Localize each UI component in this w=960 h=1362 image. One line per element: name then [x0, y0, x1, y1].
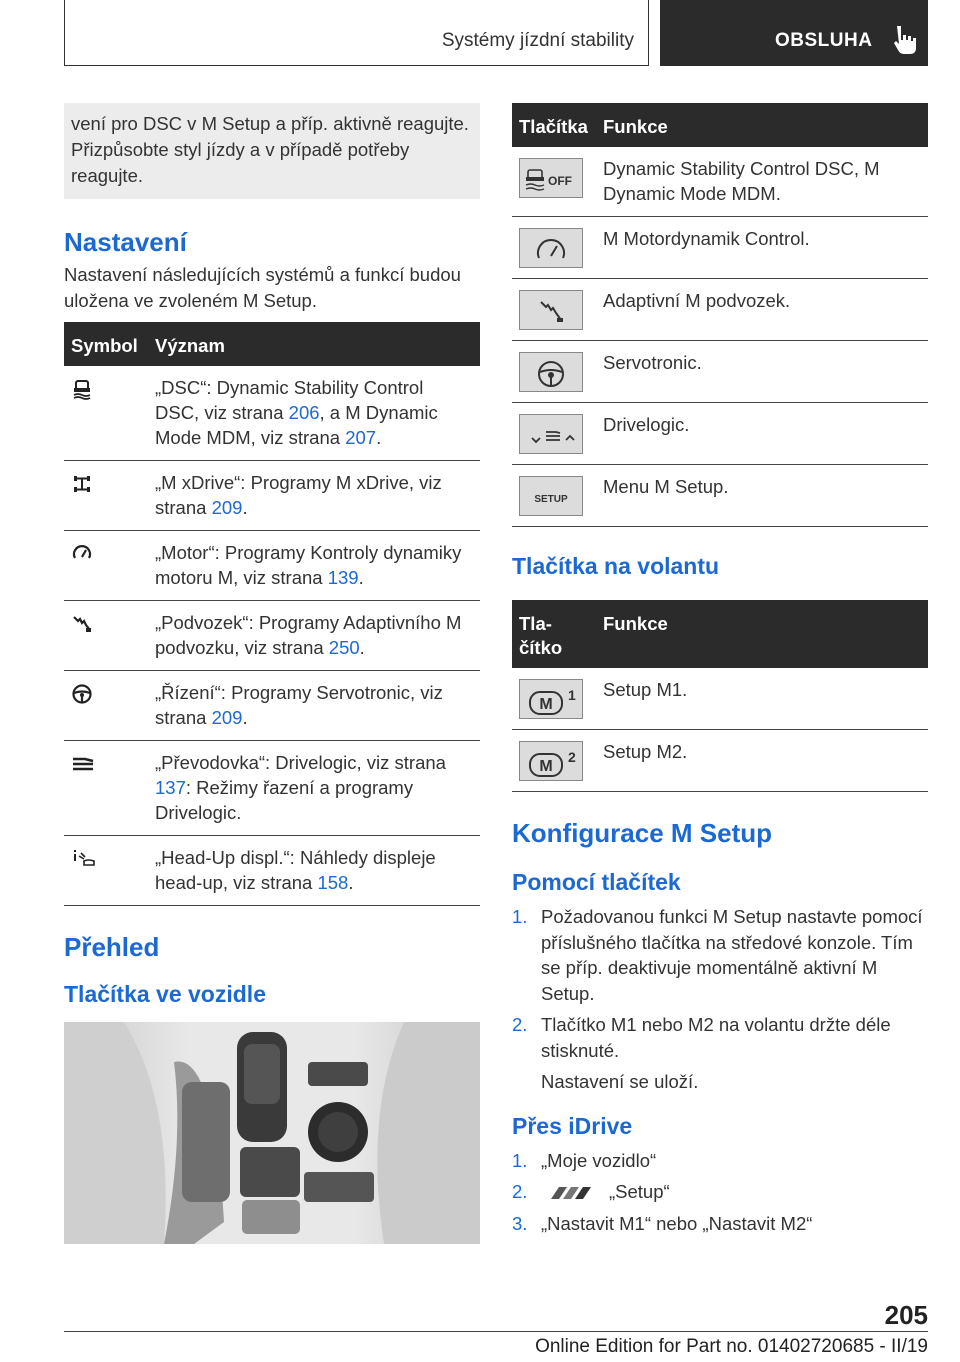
page-ref-link[interactable]: 209 [211, 707, 243, 728]
section-title: Systémy jízdní stability [441, 30, 634, 51]
button-function: Setup M2. [596, 730, 928, 792]
table-row: „Motor“: Programy Kontroly dynamiky motoru M, viz strana 139. [64, 531, 480, 601]
subheading-via-buttons: Pomocí tlačítek [512, 869, 681, 895]
table-row: „M xDrive“: Programy M xDrive, viz strana 209. [64, 461, 480, 531]
header-section-box [64, 0, 649, 66]
head-up-icon [71, 848, 97, 870]
page-ref-link[interactable]: 250 [328, 637, 360, 658]
page-ref-link[interactable]: 209 [211, 497, 243, 518]
page-number: 205 [884, 1300, 928, 1330]
warning-continuation-box [64, 103, 480, 199]
page-ref-link[interactable]: 207 [345, 427, 377, 448]
table-row [512, 147, 928, 217]
table-row [512, 668, 928, 730]
svg-text:OFF: OFF [548, 173, 572, 188]
steering-table-header [512, 600, 928, 668]
list-item: 1. Požadovanou funkci M Setup nastavte pomocí příslušného tlačítka na středové konzole. Tím se příp. deaktivuje momentálně aktivní M Setup. [512, 906, 923, 1004]
list-item: 2. Tlačítko M1 nebo M2 na volantu držte déle stisknuté. Nastavení se uloží. [512, 1014, 891, 1092]
servotronic-button-icon [519, 352, 583, 392]
center-console-photo [64, 1022, 480, 1244]
motor-dynamics-button-icon [519, 228, 583, 268]
svg-text:M: M [539, 695, 553, 713]
table-row [512, 465, 928, 527]
steering-icon [71, 683, 93, 705]
table-row [512, 730, 928, 792]
list-item: 2. „Setup“ [512, 1181, 670, 1202]
button-function: M Motordynamik Control. [596, 217, 928, 279]
page-ref-link[interactable]: 137 [155, 777, 186, 798]
m1-button-icon [519, 679, 583, 719]
page-ref-link[interactable]: 139 [327, 567, 359, 588]
section-heading-nastaveni: Nastavení [64, 227, 187, 257]
suspension-icon [71, 613, 93, 635]
subheading-via-idrive: Přes iDrive [512, 1112, 633, 1139]
steps-via-buttons [512, 904, 928, 1095]
footer-divider [64, 1331, 928, 1332]
col-function: Funkce [596, 600, 928, 668]
center-console-illustration [64, 1022, 480, 1244]
section-tag: OBSLUHA [775, 30, 873, 51]
symbol-table [64, 322, 480, 906]
table-row [512, 279, 928, 341]
buttons-table [512, 103, 928, 527]
intro-text: vení pro DSC v M Setup a příp. aktivně reagujte. Přizpůsobte styl jízdy a v případě potřeby reagujte. [71, 113, 469, 186]
button-function: Dynamic Stability Control DSC, M Dynamic Mode MDM. [596, 147, 928, 217]
subheading-steering-buttons: Tlačítka na volantu [512, 553, 720, 579]
symbol-table-header [64, 322, 480, 366]
right-column [512, 103, 928, 1242]
footer-edition: Online Edition for Part no. 01402720685 - II/19 [535, 1336, 928, 1357]
col-button: Tlačítka [512, 103, 596, 147]
steps-via-idrive [512, 1148, 928, 1237]
header-tag-box [660, 0, 928, 66]
m-stripes-icon [547, 1185, 601, 1201]
col-meaning: Význam [148, 322, 480, 366]
left-column [64, 103, 480, 1244]
buttons-table-header [512, 103, 928, 147]
table-row [512, 341, 928, 403]
col-symbol: Symbol [64, 322, 148, 366]
button-function: Servotronic. [596, 341, 928, 403]
setup-button-icon [519, 476, 583, 516]
button-function: Adaptivní M podvozek. [596, 279, 928, 341]
table-row: „Podvozek“: Programy Adaptivního M podvozku, viz strana 250. [64, 601, 480, 671]
svg-text:1: 1 [568, 686, 576, 703]
transmission-icon [71, 753, 95, 775]
subheading-buttons-vehicle: Tlačítka ve vozidle [64, 981, 266, 1007]
button-function: Drivelogic. [596, 403, 928, 465]
table-row: „Převodovka“: Drivelogic, viz strana 137: Režimy řazení a programy Drivelogic. [64, 741, 480, 836]
pointing-hand-icon [892, 24, 920, 56]
table-row: „Řízení“: Programy Servotronic, viz strana 209. [64, 671, 480, 741]
list-item: 3. „Nastavit M1“ nebo „Nastavit M2“ [512, 1212, 813, 1234]
button-function: Setup M1. [596, 668, 928, 730]
button-function: Menu M Setup. [596, 465, 928, 527]
adaptive-suspension-button-icon [519, 290, 583, 330]
motor-icon [71, 543, 93, 565]
drivelogic-button-icon [519, 414, 583, 454]
m2-button-icon [519, 741, 583, 781]
steering-buttons-table [512, 600, 928, 792]
table-row [512, 403, 928, 465]
col-button: Tlačítko [512, 600, 596, 668]
dsc-icon [71, 378, 93, 400]
col-function: Funkce [596, 103, 928, 147]
svg-text:SETUP: SETUP [534, 493, 568, 505]
svg-text:2: 2 [568, 748, 576, 765]
table-row: „DSC“: Dynamic Stability Control DSC, viz strana 206, a M Dynamic Mode MDM, viz strana 207. [64, 366, 480, 461]
table-row [512, 217, 928, 279]
page-ref-link[interactable]: 158 [317, 872, 349, 893]
section-heading-prehled: Přehled [64, 932, 160, 962]
page-ref-link[interactable]: 206 [288, 402, 320, 423]
xdrive-icon [71, 473, 93, 495]
section-heading-konfigurace: Konfigurace M Setup [512, 818, 773, 848]
list-item: 1. „Moje vozidlo“ [512, 1149, 657, 1171]
nastaveni-text: Nastavení následujících systémů a funkcí budou uložena ve zvoleném M Setup. [64, 264, 461, 311]
dsc-off-button-icon [519, 158, 583, 198]
svg-text:M: M [539, 757, 553, 775]
table-row: „Head-Up displ.“: Náhledy displeje head-up, viz strana 158. [64, 836, 480, 906]
